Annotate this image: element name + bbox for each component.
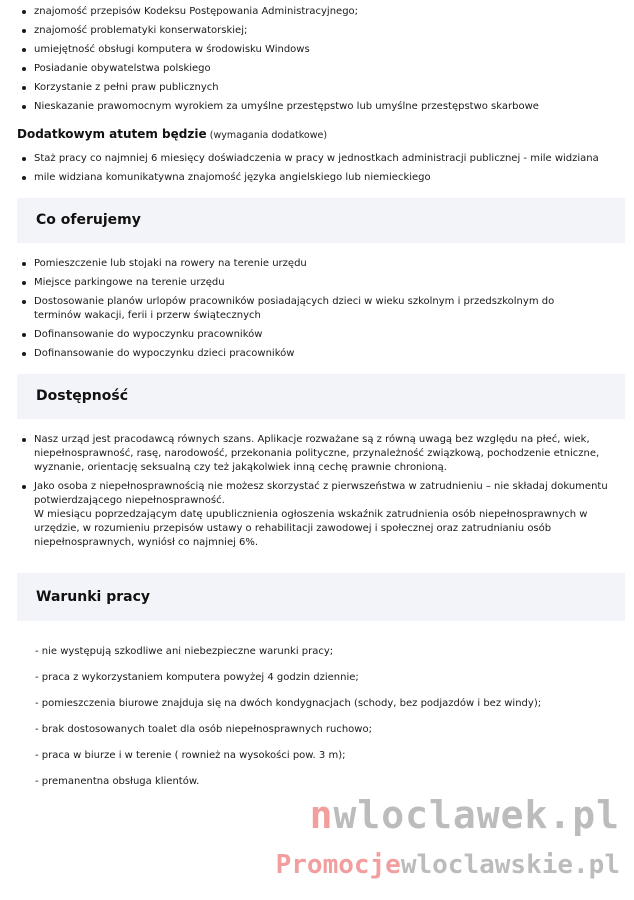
list-item: Posiadanie obywatelstwa polskiego — [0, 62, 620, 81]
requirements-list — [0, 5, 620, 119]
watermark-accent: Promocje — [275, 850, 401, 880]
list-item: umiejętność obsługi komputera w środowisku Windows — [0, 43, 620, 62]
list-item: Pomieszczenie lub stojaki na rowery na terenie urzędu — [0, 257, 600, 276]
watermark-text: wloclawek.pl — [333, 793, 620, 837]
section-header-accessibility — [17, 374, 625, 419]
section-title: Dostępność — [36, 388, 128, 404]
list-item: - brak dostosowanych toalet dla osób niepełnosprawnych ruchowo; — [35, 724, 372, 735]
extra-requirements-heading — [17, 127, 327, 143]
list-item: Staż pracy co najmniej 6 miesięcy doświadczenia w pracy w jednostkach administracji publicznej - mile widziana — [0, 152, 620, 171]
section-header-offer — [17, 198, 625, 243]
list-item: - nie występują szkodliwe ani niebezpieczne warunki pracy; — [35, 646, 334, 657]
conditions-list — [35, 645, 615, 801]
offer-list — [0, 257, 600, 366]
list-item: - praca w biurze i w terenie ( rownież na wysokości pow. 3 m); — [35, 750, 346, 761]
list-item: Miejsce parkingowe na terenie urzędu — [0, 276, 600, 295]
accessibility-ratio: W miesiącu poprzedzającym datę upublicznienia ogłoszenia wskaźnik zatrudnienia osób niepełnosprawnych w urzędzie, w rozumieniu przepisów ustawy o rehabilitacji zawodowej i społecznej oraz zatrudnianiu osób niepełnosprawnych, wyniósł co najmniej 6%. — [34, 509, 588, 548]
watermark-logo — [309, 793, 620, 837]
list-item: znajomość problematyki konserwatorskiej; — [0, 24, 620, 43]
extra-requirements-note: (wymagania dodatkowe) — [209, 130, 328, 141]
list-item: Dofinansowanie do wypoczynku pracowników — [0, 328, 600, 347]
list-item: znajomość przepisów Kodeksu Postępowania Administracyjnego; — [0, 5, 620, 24]
list-item: - pomieszczenia biurowe znajduja się na dwóch kondygnacjach (schody, bez podjazdów i bez windy); — [35, 698, 542, 709]
list-item: Nieskazanie prawomocnym wyrokiem za umyślne przestępstwo lub umyślne przestępstwo skarbowe — [0, 100, 620, 119]
list-item: Korzystanie z pełni praw publicznych — [0, 81, 620, 100]
watermark-text: wloclawskie.pl — [400, 850, 620, 880]
section-title: Co oferujemy — [36, 212, 141, 228]
watermark-accent: n — [309, 793, 334, 837]
watermark-logo-secondary — [275, 850, 620, 880]
list-item — [0, 480, 616, 550]
list-item: - premanentna obsługa klientów. — [35, 776, 200, 787]
list-item: mile widziana komunikatywna znajomość języka angielskiego lub niemieckiego — [0, 171, 620, 190]
extra-requirements-list — [0, 152, 620, 190]
extra-requirements-title: Dodatkowym atutem będzie — [17, 127, 207, 141]
accessibility-list — [0, 433, 616, 550]
list-item: Dofinansowanie do wypoczynku dzieci pracowników — [0, 347, 600, 366]
list-item: Dostosowanie planów urlopów pracowników posiadających dzieci w wieku szkolnym i przedszkolnym do terminów wakacji, ferii i przerw świątecznych — [0, 295, 600, 328]
list-item: - praca z wykorzystaniem komputera powyżej 4 godzin dziennie; — [35, 672, 359, 683]
accessibility-note: Jako osoba z niepełnosprawnością nie możesz skorzystać z pierwszeństwa w zatrudnieniu – nie składaj dokumentu potwierdzającego niepełnosprawność. — [34, 481, 608, 506]
section-header-conditions — [17, 573, 625, 621]
section-title: Warunki pracy — [36, 589, 151, 605]
list-item: Nasz urząd jest pracodawcą równych szans. Aplikacje rozważane są z równą uwagą bez względu na płeć, wiek, niepełnosprawność, rasę, narodowość, przekonania polityczne, przynależność związkową, pochodzenie etniczne, wyznanie, orientację seksualną czy też jakąkolwiek inną cechę prawnie chronioną. — [0, 433, 616, 475]
